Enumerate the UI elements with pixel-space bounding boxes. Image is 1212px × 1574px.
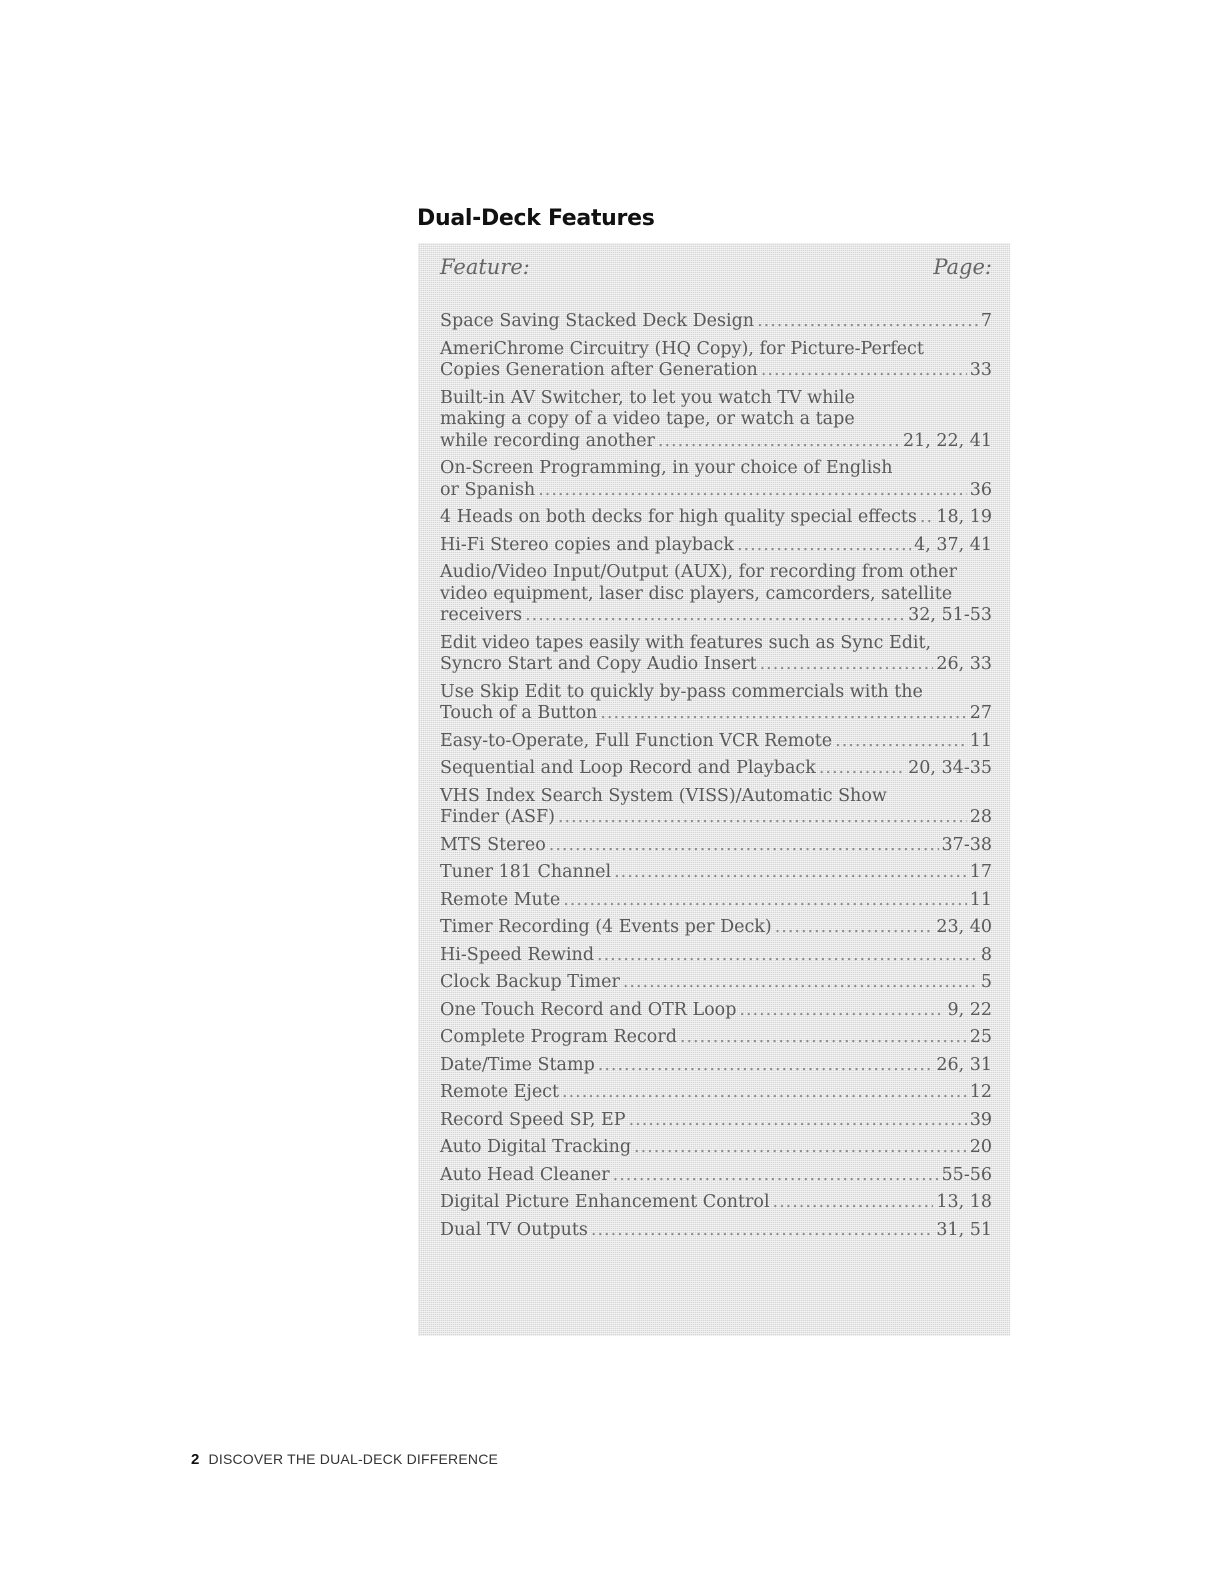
- feature-final-line: [440, 972, 992, 994]
- dot-leader: [591, 1220, 933, 1242]
- dot-leader: [920, 507, 933, 529]
- dot-leader: [597, 945, 978, 967]
- feature-text-line: making a copy of a video tape, or watch a tape: [440, 409, 855, 429]
- feature-final-line: [440, 890, 992, 912]
- feature-final-line: [440, 1082, 992, 1104]
- feature-text-line: video equipment, laser disc players, camcorders, satellite: [440, 583, 953, 604]
- feature-text-line: receivers: [440, 605, 523, 625]
- feature-text-line: Built-in AV Switcher, to let you watch TV while: [440, 387, 855, 408]
- table-row: [440, 972, 992, 994]
- page-reference: 7: [980, 311, 992, 331]
- feature-text-line: Finder (ASF): [440, 807, 555, 827]
- table-row: [440, 1055, 992, 1077]
- feature-text-line: Tuner 181 Channel: [440, 862, 612, 882]
- dot-leader: [614, 862, 967, 884]
- page-reference: 9, 22: [947, 999, 992, 1020]
- page-reference: 4, 37, 41: [914, 534, 992, 555]
- feature-final-line: [440, 1027, 992, 1049]
- dot-leader: [819, 758, 905, 780]
- feature-final-line: [440, 862, 992, 884]
- table-row: [440, 339, 992, 382]
- feature-text-line: Copies Generation after Generation: [440, 360, 758, 380]
- dot-leader: [525, 605, 905, 627]
- feature-final-line: [440, 917, 992, 939]
- table-row: [440, 945, 992, 967]
- table-row: [440, 917, 992, 939]
- feature-final-line: [440, 1110, 992, 1132]
- table-row: [440, 535, 992, 557]
- page-column-header: Page:: [933, 255, 992, 279]
- dot-leader: [634, 1137, 967, 1159]
- feature-text-line: Easy-to-Operate, Full Function VCR Remote: [440, 730, 833, 751]
- feature-final-line: [440, 1220, 992, 1242]
- feature-final-line: [440, 731, 992, 753]
- feature-text-line: Audio/Video Input/Output (AUX), for recording from other: [440, 562, 957, 582]
- feature-text-line: VHS Index Search System (VISS)/Automatic Show: [440, 785, 887, 806]
- feature-text-line: Hi-Speed Rewind: [440, 944, 595, 965]
- page-reference: 5: [980, 972, 992, 992]
- footer-text: DISCOVER THE DUAL-DECK DIFFERENCE: [208, 1451, 499, 1467]
- feature-final-line: [440, 1165, 992, 1187]
- feature-final-line: [440, 835, 992, 857]
- dot-leader: [737, 535, 911, 557]
- dot-leader: [563, 890, 967, 912]
- dot-leader: [680, 1027, 967, 1049]
- table-row: [440, 731, 992, 753]
- table-row: [440, 1110, 992, 1132]
- table-row: [440, 1165, 992, 1187]
- dot-leader: [613, 1165, 939, 1187]
- dot-leader: [757, 311, 978, 333]
- page-reference: 12: [969, 1082, 992, 1102]
- page-reference: 20, 34-35: [908, 758, 992, 778]
- page-reference: 13, 18: [936, 1192, 992, 1212]
- feature-final-line: [440, 703, 992, 725]
- feature-text-line: AmeriChrome Circuitry (HQ Copy), for Picture-Perfect: [440, 338, 924, 359]
- page-reference: 21, 22, 41: [902, 430, 992, 451]
- table-row: [440, 562, 992, 627]
- page-reference: 11: [969, 889, 992, 910]
- dot-leader: [538, 480, 967, 502]
- feature-final-line: [440, 360, 992, 382]
- features-table: [418, 243, 1010, 1336]
- page-number: 2: [191, 1451, 200, 1468]
- dot-leader: [558, 807, 967, 829]
- feature-text-line: Digital Picture Enhancement Control: [440, 1192, 770, 1212]
- feature-text-line: Hi-Fi Stereo copies and playback: [440, 534, 734, 555]
- feature-text-line: Record Speed SP, EP: [440, 1109, 626, 1130]
- table-row: [440, 1192, 992, 1214]
- feature-final-line: [440, 1137, 992, 1159]
- table-row: [440, 388, 992, 453]
- table-row: [440, 786, 992, 829]
- feature-list: [440, 311, 992, 1241]
- table-row: [440, 1082, 992, 1104]
- page-reference: 23, 40: [936, 917, 992, 937]
- table-row: [440, 1000, 992, 1022]
- feature-text-line: Date/Time Stamp: [440, 1054, 595, 1075]
- dot-leader: [623, 972, 978, 994]
- feature-text-line: Syncro Start and Copy Audio Insert: [440, 654, 757, 674]
- page-reference: 26, 33: [936, 654, 992, 674]
- table-row: [440, 1220, 992, 1242]
- page-reference: 20: [969, 1137, 992, 1157]
- feature-final-line: [440, 758, 992, 780]
- table-row: [440, 835, 992, 857]
- table-row: [440, 458, 992, 501]
- dot-leader: [761, 360, 967, 382]
- dot-leader: [773, 1192, 934, 1214]
- table-row: [440, 862, 992, 884]
- table-row: [440, 1027, 992, 1049]
- feature-text-line: Auto Head Cleaner: [440, 1164, 610, 1185]
- feature-text-line: Complete Program Record: [440, 1027, 677, 1047]
- table-row: [440, 1137, 992, 1159]
- feature-text-line: Touch of a Button: [440, 703, 598, 723]
- feature-final-line: [440, 1000, 992, 1022]
- feature-text-line: Remote Eject: [440, 1082, 560, 1102]
- page-reference: 36: [969, 479, 992, 500]
- feature-text-line: while recording another: [440, 430, 655, 451]
- feature-final-line: [440, 807, 992, 829]
- table-row: [440, 758, 992, 780]
- dot-leader: [835, 731, 967, 753]
- page-reference: 28: [969, 807, 992, 827]
- feature-text-line: Timer Recording (4 Events per Deck): [440, 917, 772, 937]
- feature-final-line: [440, 945, 992, 967]
- feature-text-line: Sequential and Loop Record and Playback: [440, 758, 816, 778]
- dot-leader: [600, 703, 966, 725]
- page-footer: [191, 1451, 498, 1468]
- feature-text-line: Use Skip Edit to quickly by-pass commercials with the: [440, 681, 923, 702]
- feature-text-line: One Touch Record and OTR Loop: [440, 999, 737, 1020]
- dot-leader: [739, 1000, 944, 1022]
- page-reference: 17: [969, 862, 992, 882]
- page-reference: 33: [969, 360, 992, 380]
- dot-leader: [629, 1110, 967, 1132]
- page-reference: 26, 31: [936, 1054, 992, 1075]
- feature-text-line: Space Saving Stacked Deck Design: [440, 311, 755, 331]
- dot-leader: [562, 1082, 967, 1104]
- feature-final-line: [440, 654, 992, 676]
- dot-leader: [760, 654, 934, 676]
- page-reference: 31, 51: [936, 1219, 992, 1240]
- feature-text-line: 4 Heads on both decks for high quality special effects: [440, 507, 917, 527]
- page-reference: 27: [969, 703, 992, 723]
- page-reference: 55-56: [941, 1164, 992, 1185]
- feature-text-line: Remote Mute: [440, 889, 561, 910]
- page-reference: 32, 51-53: [908, 605, 992, 625]
- table-row: [440, 507, 992, 529]
- feature-text-line: MTS Stereo: [440, 834, 546, 855]
- page-reference: 37-38: [941, 834, 992, 855]
- feature-final-line: [440, 431, 992, 453]
- feature-text-line: Clock Backup Timer: [440, 972, 620, 992]
- page-reference: 39: [969, 1109, 992, 1130]
- page-reference: 25: [969, 1027, 992, 1047]
- page-reference: 18, 19: [936, 507, 992, 527]
- feature-column-header: Feature:: [440, 255, 530, 279]
- feature-text-line: Dual TV Outputs: [440, 1219, 588, 1240]
- feature-final-line: [440, 1192, 992, 1214]
- dot-leader: [598, 1055, 934, 1077]
- table-row: [440, 890, 992, 912]
- feature-text-line: Edit video tapes easily with features such as Sync Edit,: [440, 632, 932, 653]
- section-title: Dual-Deck Features: [417, 206, 655, 231]
- feature-final-line: [440, 1055, 992, 1077]
- feature-final-line: [440, 507, 992, 529]
- feature-final-line: [440, 480, 992, 502]
- table-row: [440, 311, 992, 333]
- dot-leader: [549, 835, 939, 857]
- table-row: [440, 633, 992, 676]
- table-row: [440, 682, 992, 725]
- feature-text-line: On-Screen Programming, in your choice of English: [440, 458, 893, 478]
- feature-text-line: Auto Digital Tracking: [440, 1137, 632, 1157]
- feature-final-line: [440, 311, 992, 333]
- dot-leader: [658, 431, 900, 453]
- dot-leader: [775, 917, 934, 939]
- page-reference: 11: [969, 730, 992, 751]
- feature-final-line: [440, 535, 992, 557]
- page-reference: 8: [980, 944, 992, 965]
- table-header: [440, 255, 992, 297]
- feature-text-line: or Spanish: [440, 479, 536, 500]
- feature-final-line: [440, 605, 992, 627]
